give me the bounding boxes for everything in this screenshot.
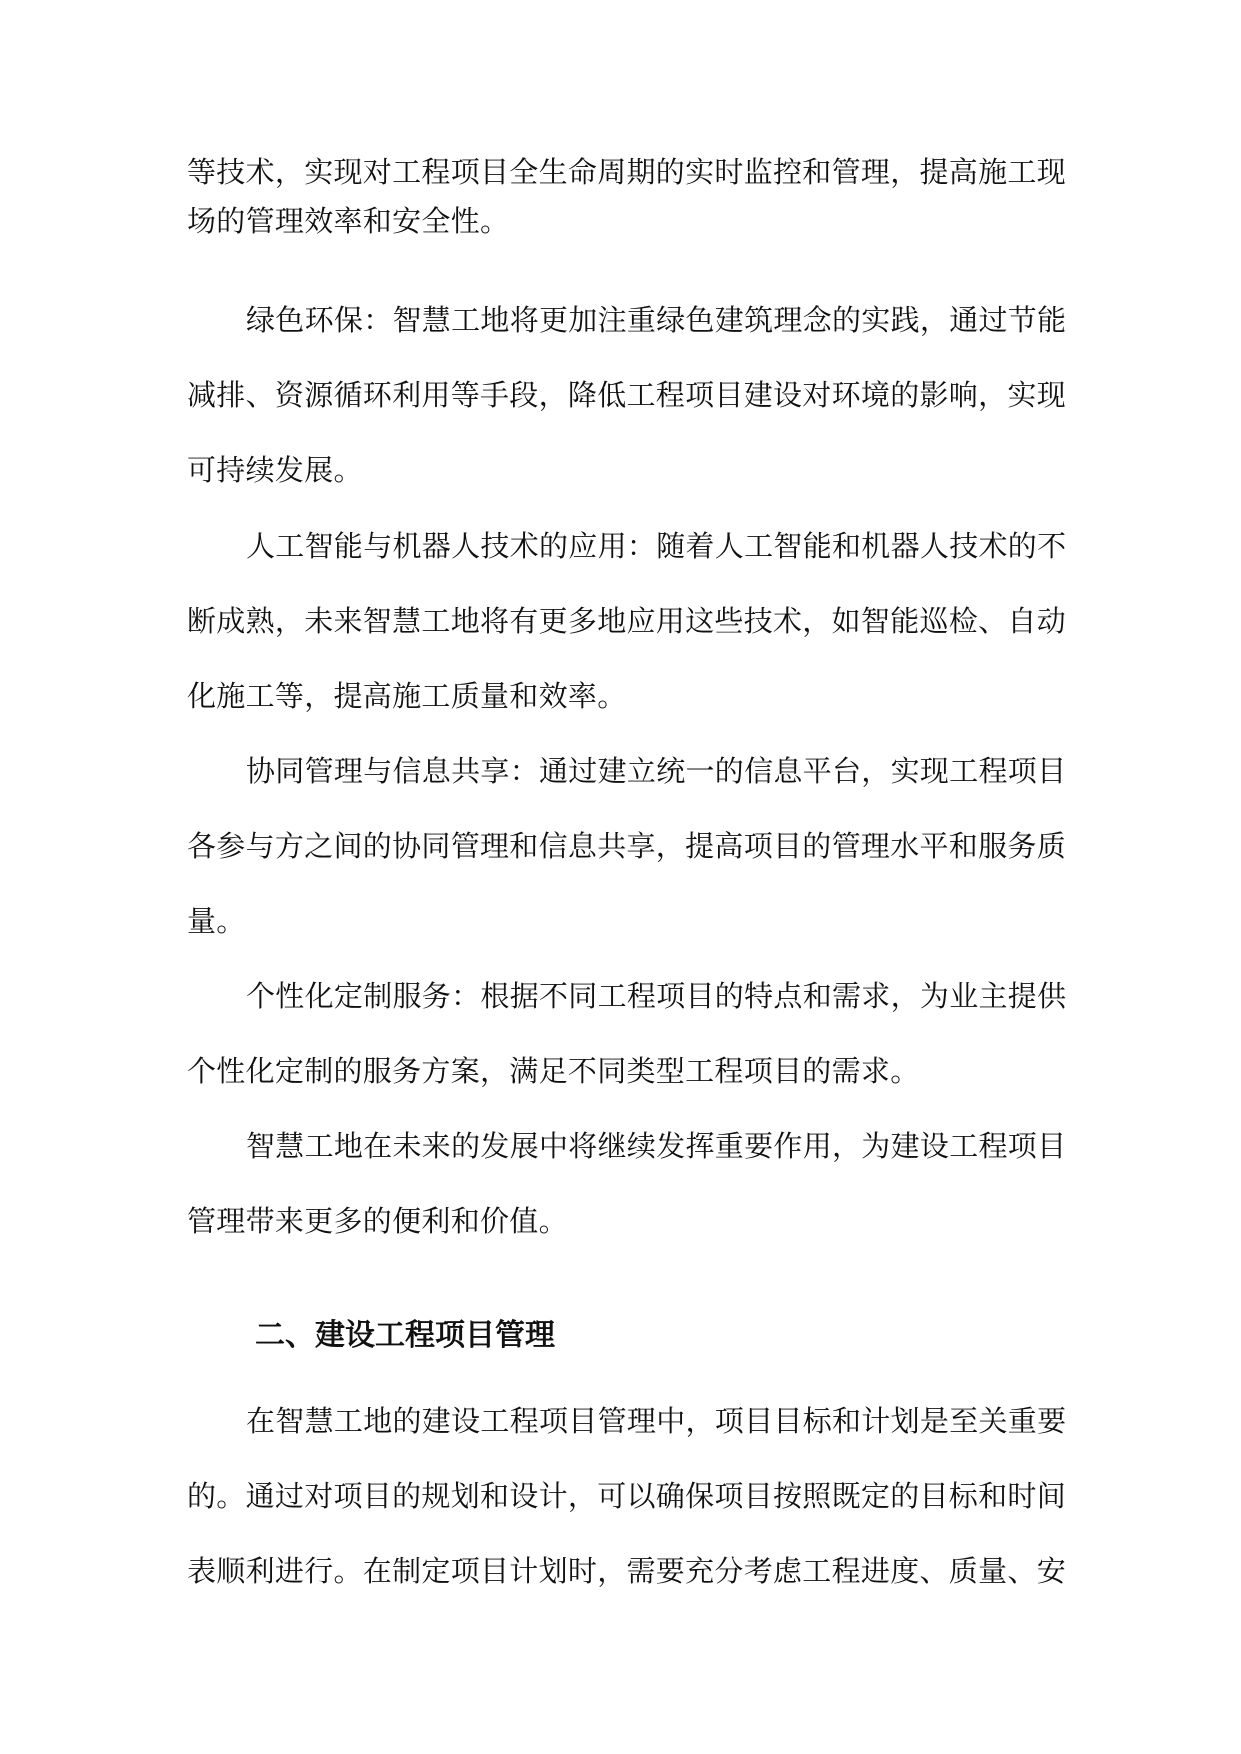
paragraph-line: 场的管理效率和安全性。 bbox=[187, 204, 510, 238]
paragraph-line: 断成熟，未来智慧工地将有更多地应用这些技术，如智能巡检、自动 bbox=[187, 604, 1067, 638]
paragraph-line: 协同管理与信息共享：通过建立统一的信息平台，实现工程项目 bbox=[246, 754, 1067, 788]
paragraph-line: 的。通过对项目的规划和设计，可以确保项目按照既定的目标和时间 bbox=[187, 1479, 1067, 1513]
section-heading: 二、建设工程项目管理 bbox=[255, 1318, 555, 1353]
paragraph-line: 化施工等，提高施工质量和效率。 bbox=[187, 679, 627, 713]
paragraph-line: 个性化定制服务：根据不同工程项目的特点和需求，为业主提供 bbox=[246, 979, 1067, 1013]
paragraph-line: 表顺利进行。在制定项目计划时，需要充分考虑工程进度、质量、安 bbox=[187, 1554, 1067, 1588]
paragraph-line: 在智慧工地的建设工程项目管理中，项目目标和计划是至关重要 bbox=[246, 1404, 1067, 1438]
paragraph-line: 智慧工地在未来的发展中将继续发挥重要作用，为建设工程项目 bbox=[246, 1129, 1067, 1163]
paragraph-line: 管理带来更多的便利和价值。 bbox=[187, 1204, 568, 1238]
paragraph-line: 人工智能与机器人技术的应用：随着人工智能和机器人技术的不 bbox=[246, 529, 1067, 563]
paragraph-line: 等技术，实现对工程项目全生命周期的实时监控和管理，提高施工现 bbox=[187, 155, 1067, 189]
paragraph-line: 减排、资源循环利用等手段，降低工程项目建设对环境的影响，实现 bbox=[187, 378, 1067, 412]
paragraph-line: 个性化定制的服务方案，满足不同类型工程项目的需求。 bbox=[187, 1054, 920, 1088]
paragraph-line: 各参与方之间的协同管理和信息共享，提高项目的管理水平和服务质 bbox=[187, 829, 1067, 863]
paragraph-line: 绿色环保：智慧工地将更加注重绿色建筑理念的实践，通过节能 bbox=[246, 303, 1067, 337]
paragraph-line: 量。 bbox=[187, 904, 246, 938]
paragraph-line: 可持续发展。 bbox=[187, 453, 363, 487]
